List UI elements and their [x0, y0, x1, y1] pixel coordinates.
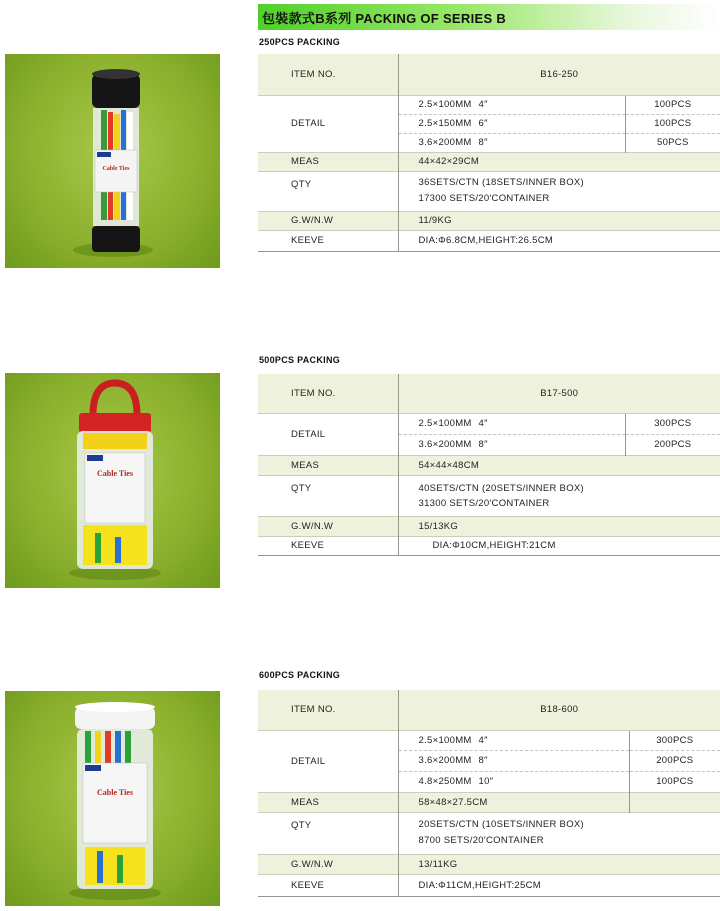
detail-inch: 8″	[478, 137, 488, 148]
gw-value: 13/11KG	[398, 854, 720, 874]
detail-row	[398, 95, 625, 114]
detail-row	[398, 730, 629, 750]
keeve-label: KEEVE	[258, 230, 398, 251]
product-photo-500	[5, 373, 220, 588]
jar-label-text: Cable Ties	[97, 788, 133, 797]
detail-size: 2.5×100MM	[418, 418, 472, 429]
qty-label: QTY	[258, 812, 398, 854]
keeve-value: DIA:Φ11CM,HEIGHT:25CM	[398, 874, 720, 896]
qty-line-2: 31300 SETS/20′CONTAINER	[418, 497, 550, 509]
detail-inch: 4″	[478, 418, 488, 429]
detail-size: 2.5×100MM	[418, 734, 472, 746]
meas-label: MEAS	[258, 152, 398, 171]
jar-250-illustration	[5, 54, 220, 268]
detail-qty: 100PCS	[629, 771, 720, 792]
detail-row	[398, 434, 625, 455]
jar-label-text: Cable Ties	[102, 166, 130, 172]
jar-600-illustration	[5, 691, 220, 906]
qty-label: QTY	[258, 475, 398, 516]
detail-row	[398, 133, 625, 152]
spec-table-500	[258, 374, 720, 556]
item-no-value: B16-250	[398, 54, 720, 95]
item-no-value: B18-600	[398, 690, 720, 730]
meas-value: 44×42×29CM	[398, 152, 720, 171]
qty-value	[398, 812, 720, 854]
gw-value: 15/13KG	[398, 516, 720, 536]
qty-line-1: 20SETS/CTN (10SETS/INNER BOX)	[418, 819, 584, 830]
detail-size: 3.6×200MM	[418, 755, 472, 766]
spec-table-600	[258, 690, 720, 897]
detail-inch: 4″	[478, 734, 488, 746]
jar-label-text: Cable Ties	[97, 469, 133, 478]
item-no-value: B17-500	[398, 374, 720, 413]
gw-label: G.W/N.W	[258, 516, 398, 536]
qty-line-2: 17300 SETS/20′CONTAINER	[418, 193, 550, 204]
detail-qty: 200PCS	[625, 434, 720, 455]
detail-size: 3.6×200MM	[418, 137, 472, 148]
detail-inch: 10″	[478, 776, 494, 787]
detail-row	[398, 750, 629, 771]
detail-qty: 100PCS	[625, 114, 720, 133]
meas-label: MEAS	[258, 792, 398, 812]
qty-label: QTY	[258, 171, 398, 211]
detail-qty: 300PCS	[625, 413, 720, 434]
detail-qty: 50PCS	[625, 133, 720, 152]
product-photo-600	[5, 691, 220, 906]
keeve-value: DIA:Φ6.8CM,HEIGHT:26.5CM	[398, 230, 720, 251]
section-title-500: 500PCS PACKING	[259, 355, 341, 365]
meas-value: 58×48×27.5CM	[398, 792, 629, 812]
meas-label: MEAS	[258, 455, 398, 475]
detail-row	[398, 114, 625, 133]
jar-500-illustration	[5, 373, 220, 588]
meas-empty-cell	[629, 792, 720, 812]
section-title-600: 600PCS PACKING	[259, 670, 341, 680]
detail-inch: 6″	[478, 118, 488, 129]
section-title-250: 250PCS PACKING	[259, 37, 341, 47]
page-title: 包裝款式B系列 PACKING OF SERIES B	[262, 11, 507, 26]
meas-value: 54×44×48CM	[398, 455, 720, 475]
item-no-label: ITEM NO.	[291, 68, 336, 80]
keeve-label: KEEVE	[258, 874, 398, 896]
detail-label: DETAIL	[258, 413, 398, 455]
detail-size: 2.5×100MM	[418, 99, 472, 110]
detail-inch: 4″	[478, 99, 488, 110]
keeve-value: DIA:Φ10CM,HEIGHT:21CM	[398, 536, 720, 555]
detail-qty: 300PCS	[629, 730, 720, 750]
detail-row	[398, 771, 629, 792]
product-photo-250	[5, 54, 220, 268]
spec-table-250	[258, 54, 720, 252]
qty-line-2: 8700 SETS/20′CONTAINER	[418, 835, 544, 846]
detail-size: 2.5×150MM	[418, 118, 472, 129]
detail-size: 3.6×200MM	[418, 439, 472, 450]
gw-value: 11/9KG	[398, 211, 720, 230]
item-no-label: ITEM NO.	[291, 704, 336, 716]
detail-qty: 200PCS	[629, 750, 720, 771]
detail-label: DETAIL	[258, 730, 398, 792]
detail-inch: 8″	[478, 755, 488, 766]
detail-qty: 100PCS	[625, 95, 720, 114]
qty-line-1: 40SETS/CTN (20SETS/INNER BOX)	[418, 482, 584, 494]
qty-value	[398, 171, 720, 211]
detail-size: 4.8×250MM	[418, 776, 472, 787]
detail-row	[398, 413, 625, 434]
keeve-label: KEEVE	[258, 536, 398, 555]
qty-value	[398, 475, 720, 516]
item-no-label: ITEM NO.	[291, 387, 336, 399]
gw-label: G.W/N.W	[258, 211, 398, 230]
detail-inch: 8″	[478, 439, 488, 450]
gw-label: G.W/N.W	[258, 854, 398, 874]
detail-label: DETAIL	[258, 95, 398, 152]
qty-line-1: 36SETS/CTN (18SETS/INNER BOX)	[418, 177, 584, 188]
